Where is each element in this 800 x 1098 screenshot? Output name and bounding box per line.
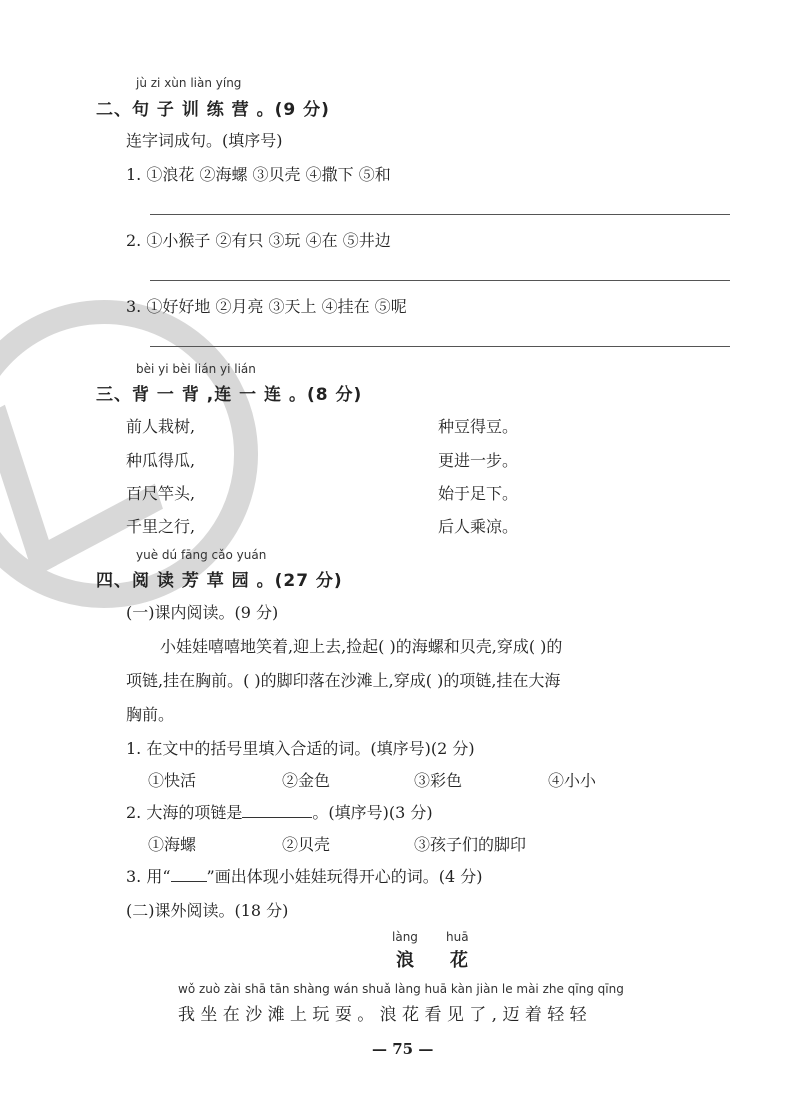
q2-option-2: ②贝壳 [282, 835, 331, 854]
passage-line-2: 项链,挂在胸前。( )的脚印落在沙滩上,穿成( )的项链,挂在大海 [126, 671, 561, 690]
idiom-right-3[interactable]: 始于足下。 [438, 484, 519, 503]
q3-prefix: 3. 用“ [126, 867, 171, 886]
sec2-item-3: 3. ①好好地 ②月亮 ③天上 ④挂在 ⑤呢 [126, 297, 407, 316]
question-3 [126, 864, 482, 887]
page-number: — 75 — [372, 1040, 434, 1058]
sec2-instruction: 连字词成句。(填序号) [126, 131, 283, 150]
sec3-pinyin: bèi yi bèi lián yi lián [136, 362, 256, 376]
idiom-left-2[interactable]: 种瓜得瓜, [126, 451, 196, 470]
sec3-title: 三、背 一 背 ,连 一 连 。(8 分) [96, 385, 363, 405]
story-title-pinyin-2: huā [446, 930, 469, 944]
sec2-item-1: 1. ①浪花 ②海螺 ③贝壳 ④撒下 ⑤和 [126, 165, 391, 184]
story-title-char-2: 花 [450, 950, 469, 971]
sec2-title: 二、句 子 训 练 营 。(9 分) [96, 100, 330, 120]
q2-option-3: ③孩子们的脚印 [414, 835, 527, 854]
q2-suffix: 。(填序号)(3 分) [312, 803, 433, 822]
sec4-pinyin: yuè dú fāng cǎo yuán [136, 548, 267, 562]
q1-option-1: ①快活 [148, 771, 197, 790]
idiom-right-1[interactable]: 种豆得豆。 [438, 417, 519, 436]
q3-suffix: ”画出体现小娃娃玩得开心的词。(4 分) [206, 867, 483, 886]
question-2 [126, 800, 433, 823]
part1-title: (一)课内阅读。(9 分) [126, 603, 279, 622]
part2-title: (二)课外阅读。(18 分) [126, 901, 289, 920]
q3-underline-sample [171, 867, 207, 882]
q2-blank[interactable] [242, 803, 312, 818]
story-title-pinyin-1: làng [392, 930, 418, 944]
story-line-1: 我 坐 在 沙 滩 上 玩 耍 。 浪 花 看 见 了 , 迈 着 轻 轻 [178, 1005, 587, 1025]
idiom-right-2[interactable]: 更进一步。 [438, 451, 519, 470]
q1-option-2: ②金色 [282, 771, 331, 790]
sec2-item-2: 2. ①小猴子 ②有只 ③玩 ④在 ⑤井边 [126, 231, 391, 250]
answer-line-2[interactable] [150, 280, 730, 281]
question-1: 1. 在文中的括号里填入合适的词。(填序号)(2 分) [126, 739, 475, 758]
idiom-right-4[interactable]: 后人乘凉。 [438, 517, 519, 536]
q2-option-1: ①海螺 [148, 835, 197, 854]
story-pinyin: wǒ zuò zài shā tān shàng wán shuǎ làng huā kàn jiàn le mài zhe qīng qīng [178, 982, 624, 996]
idiom-left-4[interactable]: 千里之行, [126, 517, 196, 536]
passage-line-3: 胸前。 [126, 705, 175, 724]
q2-prefix: 2. 大海的项链是 [126, 803, 243, 822]
sec4-title: 四、阅 读 芳 草 园 。(27 分) [96, 571, 343, 591]
sec2-pinyin: jù zi xùn liàn yíng [136, 76, 242, 90]
answer-line-3[interactable] [150, 346, 730, 347]
q1-option-3: ③彩色 [414, 771, 463, 790]
answer-line-1[interactable] [150, 214, 730, 215]
q1-option-4: ④小小 [548, 771, 597, 790]
story-title-char-1: 浪 [396, 950, 415, 971]
passage-line-1: 小娃娃嘻嘻地笑着,迎上去,捡起( )的海螺和贝壳,穿成( )的 [160, 637, 563, 656]
idiom-left-3[interactable]: 百尺竿头, [126, 484, 196, 503]
idiom-left-1[interactable]: 前人栽树, [126, 417, 196, 436]
